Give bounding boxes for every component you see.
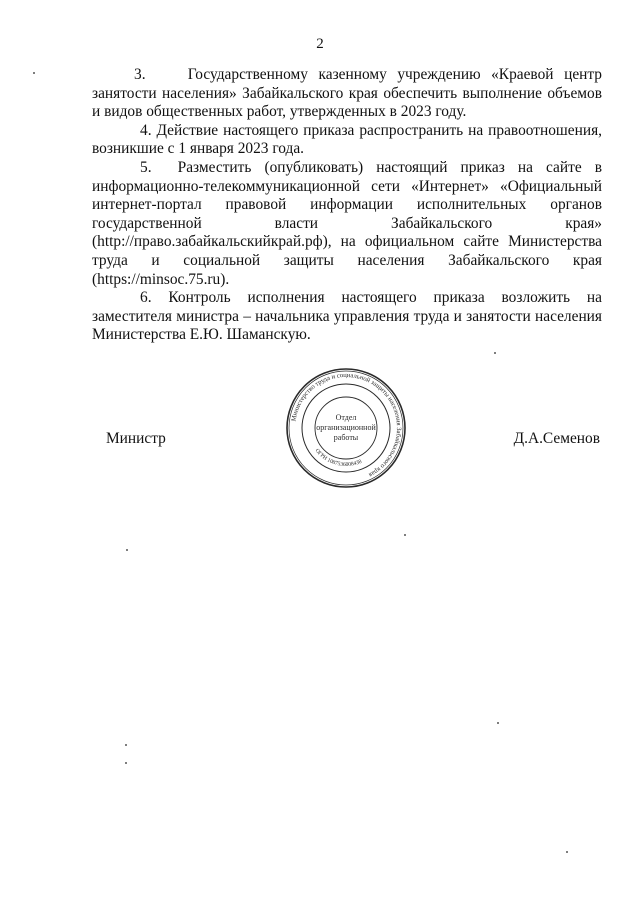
stamp-graphic bbox=[284, 366, 408, 490]
paragraph-5 bbox=[92, 159, 602, 289]
paragraph-5-line-4: государственной власти Забайкальского края» bbox=[92, 214, 602, 232]
paragraph-5-line-3: интернет-портал правовой информации исполнительных органов bbox=[92, 196, 602, 214]
scan-speck bbox=[566, 851, 568, 853]
paragraph-4 bbox=[92, 122, 602, 159]
stamp-center-line-1: Отдел bbox=[335, 413, 357, 422]
paragraph-3-line-1: 3. Государственному казенному учреждению «Краевой центр bbox=[134, 66, 602, 83]
document-body bbox=[92, 66, 602, 345]
signatory-name: Д.А.Семенов bbox=[513, 430, 600, 447]
scan-speck bbox=[126, 549, 128, 551]
organization-stamp bbox=[284, 366, 408, 490]
paragraph-6 bbox=[92, 289, 602, 345]
paragraph-5-line-2: информационно-телекоммуникационной сети «Интернет» «Официальный bbox=[92, 177, 602, 195]
signatory-title: Министр bbox=[106, 430, 166, 447]
scan-speck bbox=[33, 72, 35, 74]
stamp-ring-text: Министерство труда и социальной защиты населения Забайкальского края bbox=[290, 371, 403, 479]
scan-speck bbox=[125, 762, 127, 764]
paragraph-5-line-6: труда и социальной защиты населения Забайкальского края bbox=[92, 251, 602, 269]
page-number: 2 bbox=[316, 36, 324, 52]
stamp-inner-ring-text: ОГРН 1087536008438 bbox=[313, 447, 363, 469]
paragraph-5-line-7: (https://minsoc.75.ru). bbox=[92, 270, 230, 288]
paragraph-3-rest: занятости населения» Забайкальского края обеспечить выполнение объемов и видов общественных работ, утвержденных в 2023 году. bbox=[92, 84, 602, 121]
paragraph-4-text: 4. Действие настоящего приказа распространить на правоотношения, возникшие с 1 января 2023 года. bbox=[92, 121, 602, 158]
stamp-center-line-3: работы bbox=[333, 433, 359, 442]
scan-speck bbox=[494, 352, 496, 354]
paragraph-3 bbox=[92, 66, 602, 122]
paragraph-6-text: 6. Контроль исполнения настоящего приказа возложить на заместителя министра – начальника управления труда и занятости населения Министерства Е.Ю. Шаманскую. bbox=[92, 289, 602, 344]
scan-speck bbox=[125, 744, 127, 746]
paragraph-5-line-1: 5. Разместить (опубликовать) настоящий приказ на сайте в bbox=[140, 158, 602, 176]
paragraph-5-line-5: (http://право.забайкальскийкрай.рф), на официальном сайте Министерства bbox=[92, 233, 602, 251]
scan-speck bbox=[404, 534, 406, 536]
stamp-center-line-2: организационной bbox=[316, 423, 376, 432]
scan-speck bbox=[497, 722, 499, 724]
